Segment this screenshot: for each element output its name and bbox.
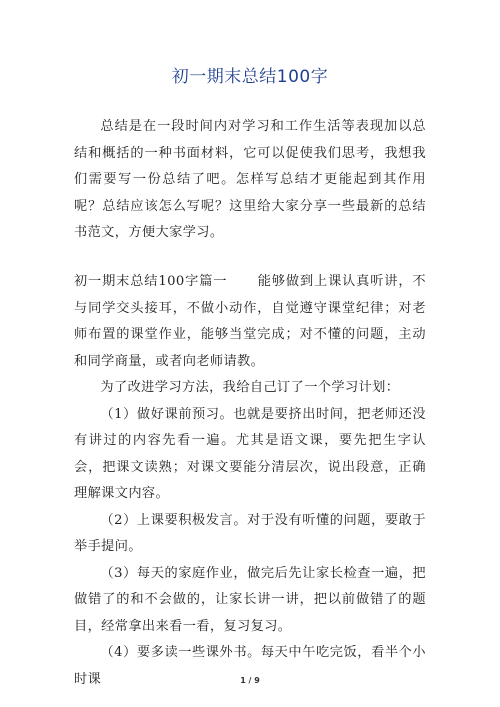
intro-paragraph: 总结是在一段时间内对学习和工作生活等表现加以总结和概括的一种书面材料，它可以促使我们思考，我想我们需要写一份总结了吧。怎样写总结才更能起到其作用呢？总结应该怎么写呢？这里给大家分享一些最新的总结书范文，方便大家学习。 [74, 119, 426, 240]
page-indicator: 1 / 9 [240, 676, 260, 685]
paragraph: 为了改进学习方法，我给自己订了一个学习计划： [100, 380, 400, 395]
paragraph-text: 能够做到上课认真听讲，不与同学交头接耳，不做小动作，自觉遵守课堂纪律；对老师布置的课堂作业，能够当堂完成；对不懂的问题，主动和同学商量，或者向老师请教。 [74, 274, 426, 369]
section-heading: 初一期末总结100字篇一 [74, 274, 228, 289]
section-block [74, 269, 426, 693]
paragraph: （3）每天的家庭作业，做完后先让家长检查一遍，把做错了的和不会做的，让家长讲一讲，把以前做错了的题目，经常拿出来看一看，复习复习。 [74, 565, 426, 634]
intro-block [74, 114, 426, 247]
paragraph: （4）要多读一些课外书。每天中午吃完饭，看半个小时课 [74, 645, 426, 687]
document-title: 初一期末总结100字 [171, 67, 329, 87]
paragraph: （1）做好课前预习。也就是要挤出时间，把老师还没有讲过的内容先看一遍。尤其是语文课，要先把生字认会，把课文读熟；对课文要能分清层次，说出段意，正确理解课文内容。 [74, 406, 426, 501]
section-first-paragraph [74, 269, 426, 375]
paragraph: （2）上课要积极发言。对于没有听懂的问题，要敢于举手提问。 [74, 512, 426, 554]
